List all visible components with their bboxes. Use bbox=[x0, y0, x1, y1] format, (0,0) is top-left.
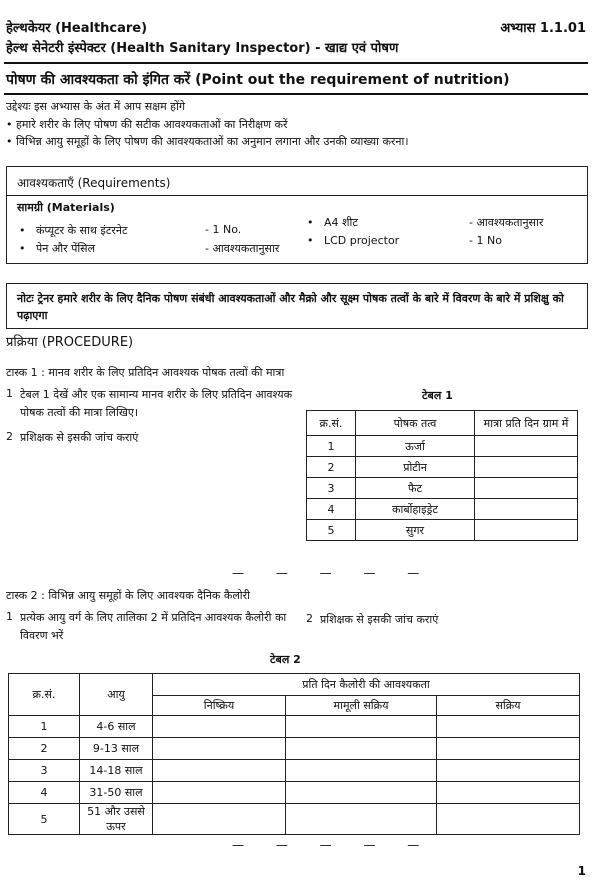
material-item: • कंप्यूटर के साथ इंटरनेट bbox=[19, 224, 128, 237]
table1-amount-cell[interactable] bbox=[475, 436, 578, 457]
table1-sn: 2 bbox=[307, 457, 356, 478]
table2-subheader: सक्रिय bbox=[437, 696, 580, 716]
table2-cell[interactable] bbox=[286, 782, 437, 804]
header-rule bbox=[4, 62, 588, 64]
table2-cell[interactable] bbox=[437, 782, 580, 804]
table-row bbox=[307, 478, 578, 499]
table2-age: 4-6 साल bbox=[80, 716, 153, 738]
table2 bbox=[8, 673, 580, 835]
table2-sn: 2 bbox=[9, 738, 80, 760]
table-row bbox=[9, 782, 580, 804]
table2-cell[interactable] bbox=[437, 760, 580, 782]
table1-nutrient: कार्बोहाइड्रेट bbox=[356, 499, 475, 520]
table1-nutrient: फैट bbox=[356, 478, 475, 499]
table2-age: 31-50 साल bbox=[80, 782, 153, 804]
table2-cell[interactable] bbox=[286, 804, 437, 835]
task2-heading: टास्क 2 : विभिन्न आयु समूहों के लिए आवश्यक दैनिक कैलोरी bbox=[6, 589, 250, 602]
table2-subheader: निष्क्रिय bbox=[153, 696, 286, 716]
requirements-box bbox=[6, 166, 588, 264]
exercise-number: अभ्यास 1.1.01 bbox=[500, 21, 586, 36]
table-row bbox=[307, 436, 578, 457]
table2-cell[interactable] bbox=[153, 804, 286, 835]
page-title: पोषण की आवश्यकता को इंगित करें (Point out the requirement of nutrition) bbox=[6, 72, 510, 88]
material-qty: - आवश्यकतानुसार bbox=[205, 242, 280, 255]
task1-step-number: 1 bbox=[6, 387, 13, 400]
table1-header: क्र.सं. bbox=[307, 411, 356, 436]
table2-cell[interactable] bbox=[437, 716, 580, 738]
table-row bbox=[9, 716, 580, 738]
table2-age: 51 और उससे ऊपर bbox=[80, 804, 153, 835]
task1-step2: प्रशिक्षक से इसकी जांच कराएं bbox=[20, 431, 139, 444]
task2-step-number: 2 bbox=[306, 612, 313, 625]
material-item: • LCD projector bbox=[307, 234, 400, 247]
table1-nutrient: सुगर bbox=[356, 520, 475, 541]
material-qty: - 1 No bbox=[469, 234, 502, 247]
page-number: 1 bbox=[577, 864, 586, 878]
separator: — — — — — bbox=[232, 838, 434, 852]
table2-sn: 3 bbox=[9, 760, 80, 782]
note-text: नोटः ट्रेनर हमारे शरीर के लिए दैनिक पोषण संबंधी आवश्यकताओं और मैक्रो और सूक्ष्म पोषक तत्वों के बारे में विवरण के बारे में प्रशिक्षु को पढ़ाएगा bbox=[17, 292, 564, 322]
table1 bbox=[306, 410, 578, 541]
requirements-divider bbox=[7, 195, 587, 196]
header-subject: हेल्थकेयर (Healthcare) bbox=[6, 21, 148, 36]
objective-item: • हमारे शरीर के लिए पोषण की सटीक आवश्यकताओं का निरीक्षण करें bbox=[6, 118, 288, 131]
material-qty: - 1 No. bbox=[205, 223, 242, 236]
table1-header: मात्रा प्रति दिन ग्राम में bbox=[475, 411, 578, 436]
table-row bbox=[307, 520, 578, 541]
table-row bbox=[9, 738, 580, 760]
table2-age: 14-18 साल bbox=[80, 760, 153, 782]
table2-cell[interactable] bbox=[286, 760, 437, 782]
task2-step1-cont: विवरण भरें bbox=[20, 629, 64, 642]
table2-cell[interactable] bbox=[153, 760, 286, 782]
task2-step2: प्रशिक्षक से इसकी जांच कराएं bbox=[320, 613, 439, 626]
table-row bbox=[9, 804, 580, 835]
table2-subheader: मामूली सक्रिय bbox=[286, 696, 437, 716]
table1-sn: 5 bbox=[307, 520, 356, 541]
task1-step1-cont: पोषक तत्वों की मात्रा लिखिए। bbox=[20, 406, 139, 419]
table1-title: टेबल 1 bbox=[422, 389, 453, 402]
table2-header-age: आयु bbox=[80, 674, 153, 716]
table2-age: 9-13 साल bbox=[80, 738, 153, 760]
table1-nutrient: ऊर्जा bbox=[356, 436, 475, 457]
table2-sn: 1 bbox=[9, 716, 80, 738]
objectives-heading: उद्देश्यः इस अभ्यास के अंत में आप सक्षम होंगे bbox=[6, 100, 186, 113]
table1-sn: 1 bbox=[307, 436, 356, 457]
task1-heading: टास्क 1 : मानव शरीर के लिए प्रतिदिन आवश्यक पोषक तत्वों की मात्रा bbox=[6, 366, 285, 379]
materials-label: सामग्री (Materials) bbox=[17, 201, 115, 214]
table2-sn: 5 bbox=[9, 804, 80, 835]
table2-cell[interactable] bbox=[153, 738, 286, 760]
separator: — — — — — bbox=[232, 566, 434, 580]
note-box bbox=[6, 283, 588, 329]
material-qty: - आवश्यकतानुसार bbox=[469, 216, 544, 229]
table1-sn: 3 bbox=[307, 478, 356, 499]
table2-cell[interactable] bbox=[286, 738, 437, 760]
table2-title: टेबल 2 bbox=[270, 653, 301, 666]
requirements-heading: आवश्यकताएँ (Requirements) bbox=[17, 176, 171, 190]
table2-cell[interactable] bbox=[437, 738, 580, 760]
table1-sn: 4 bbox=[307, 499, 356, 520]
table2-header-sn: क्र.सं. bbox=[9, 674, 80, 716]
task1-step1: टेबल 1 देखें और एक सामान्य मानव शरीर के लिए प्रतिदिन आवश्यक bbox=[20, 388, 293, 401]
header-course: हेल्थ सेनेटरी इंस्पेक्टर (Health Sanitary Inspector) - खाद्य एवं पोषण bbox=[6, 41, 399, 56]
table-row bbox=[307, 499, 578, 520]
table1-amount-cell[interactable] bbox=[475, 520, 578, 541]
objective-item: • विभिन्न आयु समूहों के लिए पोषण की आवश्यकताओं का अनुमान लगाना और उनकी व्याख्या करना। bbox=[6, 135, 409, 148]
table1-amount-cell[interactable] bbox=[475, 499, 578, 520]
task2-step-number: 1 bbox=[6, 610, 13, 623]
procedure-heading: प्रक्रिया (PROCEDURE) bbox=[6, 335, 134, 350]
table1-amount-cell[interactable] bbox=[475, 478, 578, 499]
material-item: • पेन और पेंसिल bbox=[19, 242, 96, 255]
table2-cell[interactable] bbox=[437, 804, 580, 835]
table1-amount-cell[interactable] bbox=[475, 457, 578, 478]
task2-step1: प्रत्येक आयु वर्ग के लिए तालिका 2 में प्रतिदिन आवश्यक कैलोरी का bbox=[20, 611, 287, 624]
table1-nutrient: प्रोटीन bbox=[356, 457, 475, 478]
table2-cell[interactable] bbox=[286, 716, 437, 738]
title-rule bbox=[4, 93, 588, 95]
task1-step-number: 2 bbox=[6, 430, 13, 443]
table2-cell[interactable] bbox=[153, 782, 286, 804]
table-row bbox=[9, 760, 580, 782]
table2-sn: 4 bbox=[9, 782, 80, 804]
table2-cell[interactable] bbox=[153, 716, 286, 738]
table-row bbox=[307, 457, 578, 478]
material-item: • A4 शीट bbox=[307, 216, 358, 229]
table2-header-group: प्रति दिन कैलोरी की आवश्यकता bbox=[153, 674, 580, 696]
table1-header: पोषक तत्व bbox=[356, 411, 475, 436]
